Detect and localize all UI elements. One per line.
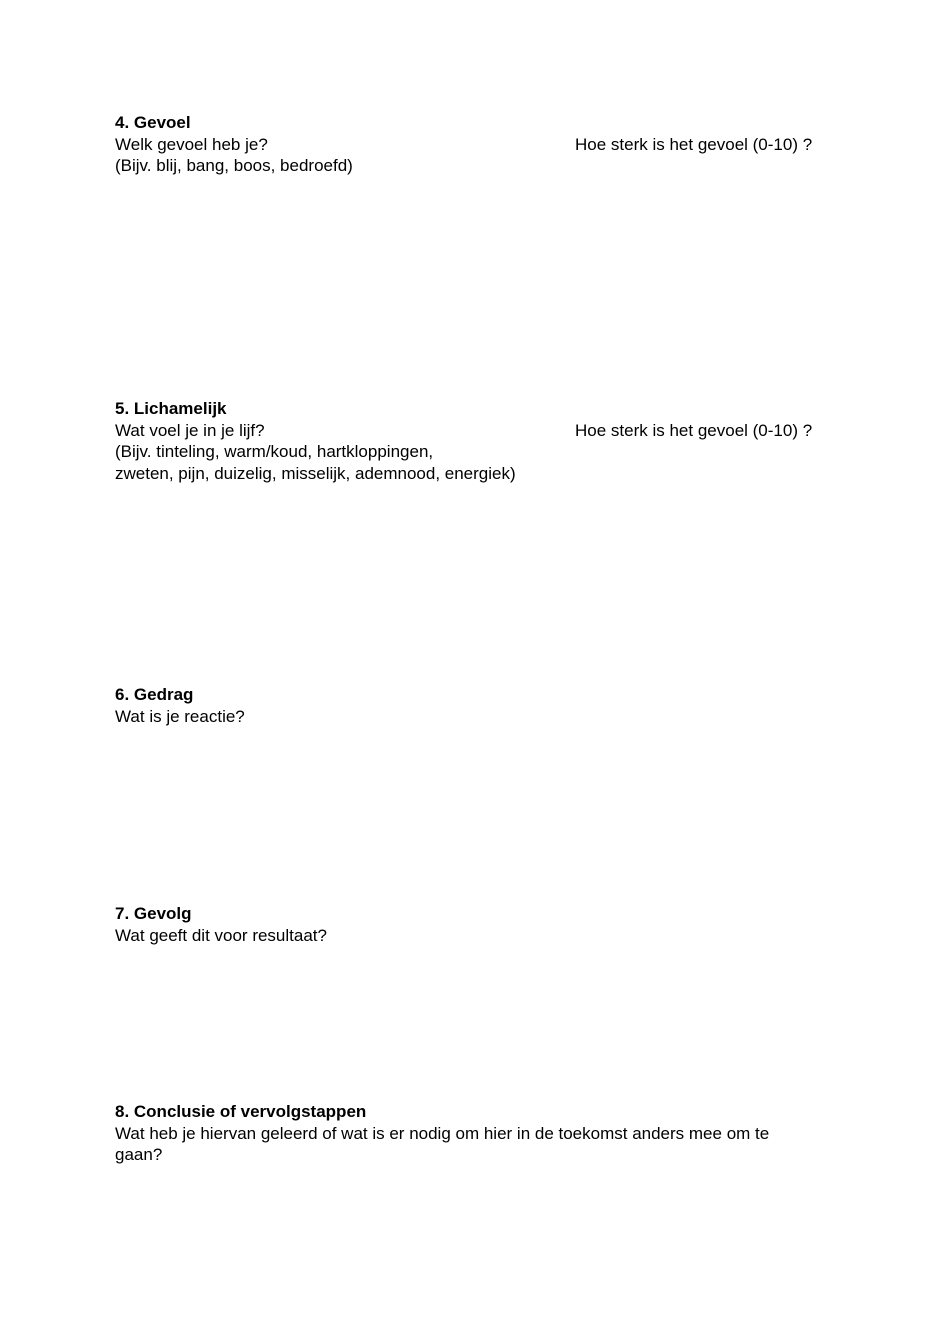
section-question: Wat voel je in je lijf? (115, 420, 265, 440)
section-question: Wat is je reactie? (115, 706, 245, 726)
section-gedrag (115, 684, 835, 727)
section-examples: (Bijv. tinteling, warm/koud, hartkloppingen, (115, 442, 434, 461)
section-question-continued: gaan? (115, 1145, 163, 1164)
section-conclusie (115, 1101, 835, 1166)
section-examples-continued: zweten, pijn, duizelig, misselijk, ademnood, energiek) (115, 463, 516, 483)
section-heading: 5. Lichamelijk (115, 399, 227, 418)
section-heading: 6. Gedrag (115, 685, 194, 704)
intensity-question: Hoe sterk is het gevoel (0-10) ? (575, 135, 813, 154)
section-question: Wat geeft dit voor resultaat? (115, 925, 327, 945)
section-heading: 4. Gevoel (115, 113, 191, 132)
section-question: Welk gevoel heb je? (115, 134, 268, 154)
section-heading: 8. Conclusie of vervolgstappen (115, 1102, 367, 1121)
section-gevolg (115, 903, 835, 946)
section-heading: 7. Gevolg (115, 904, 192, 923)
section-examples: (Bijv. blij, bang, boos, bedroefd) (115, 156, 353, 175)
section-question: Wat heb je hiervan geleerd of wat is er nodig om hier in de toekomst anders mee om te (115, 1123, 770, 1143)
intensity-question: Hoe sterk is het gevoel (0-10) ? (575, 421, 813, 440)
